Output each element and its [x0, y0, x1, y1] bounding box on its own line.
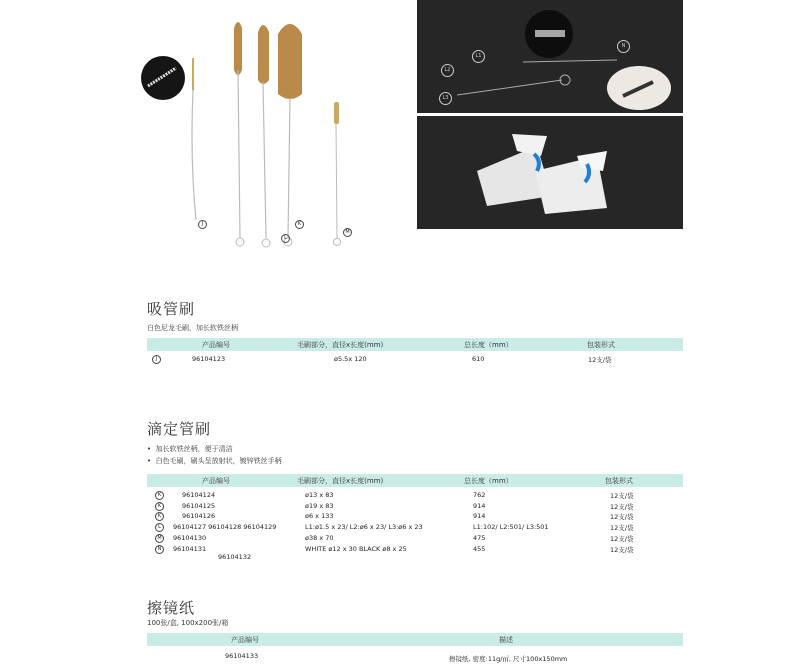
col-code: 产品编号 [202, 341, 230, 349]
row-length: 455 [473, 545, 486, 553]
lens-paper-photo [417, 116, 683, 229]
table-header [147, 474, 683, 487]
row-length: L1:102/ L2:501/ L3:501 [473, 523, 549, 531]
row-pack: 12支/袋 [610, 546, 634, 554]
col-length: 总长度（mm） [464, 477, 513, 485]
row-code: 96104131 [173, 545, 207, 553]
row-marker: N [155, 545, 164, 554]
col-length: 总长度（mm） [464, 341, 513, 349]
bullet-2: • 白色毛刷，刷头呈放射状，镀锌铁丝手柄 [147, 457, 282, 465]
row-code: 96104132 [218, 553, 252, 561]
row-code: 96104124 [182, 491, 216, 499]
table-header [147, 338, 683, 351]
marker-m: M [343, 228, 352, 237]
row-pack: 12支/袋 [610, 524, 634, 532]
row-code: 96104130 [173, 534, 207, 542]
table-row [155, 523, 685, 533]
section-subtitle: 白色尼龙毛刷，加长软铁丝柄 [147, 324, 238, 332]
marker-j: J [198, 220, 207, 229]
row-length: 914 [473, 512, 486, 520]
col-pack: 包装形式 [587, 341, 615, 349]
row-pack: 12支/袋 [610, 535, 634, 543]
row-code: 96104123 [192, 355, 226, 363]
row-dims: WHITE ø12 x 30 BLACK ø8 x 25 [305, 545, 407, 553]
table-row [155, 534, 685, 544]
section-title-pipette-brush: 吸管刷 [147, 300, 196, 318]
marker-k: K [295, 220, 304, 229]
col-code: 产品编号 [231, 636, 259, 644]
table-row [155, 491, 685, 501]
row-code: 96104127 96104128 96104129 [173, 523, 277, 531]
row-marker: M [155, 534, 164, 543]
col-dims: 毛刷部分，直径x长度(mm) [297, 341, 384, 349]
bullet-1: • 加长软铁丝柄，便于清洁 [147, 445, 233, 453]
row-desc: 擦镜纸, 密度:11g/㎡, 尺寸100x150mm [449, 655, 568, 663]
col-pack: 包装形式 [605, 477, 633, 485]
section-subtitle: 100张/盒, 100x200张/箱 [147, 619, 229, 627]
row-pack: 12支/袋 [610, 503, 634, 511]
marker-l3: L3 [439, 92, 452, 105]
row-dims: L1:ø1.5 x 23/ L2:ø6 x 23/ L3:ø6 x 23 [305, 523, 423, 531]
row-pack: 12支/袋 [588, 356, 612, 364]
section-title-lens-paper: 擦镜纸 [147, 599, 196, 617]
table-row [155, 512, 685, 522]
row-code: 96104133 [225, 652, 259, 660]
table-row [147, 652, 683, 662]
section-title-burette-brush: 滴定管刷 [147, 420, 212, 438]
row-length: 762 [473, 491, 486, 499]
table-header [147, 633, 683, 646]
row-dims: ø5.5x 120 [334, 355, 367, 363]
row-marker: J [152, 355, 161, 364]
marker-l2: L2 [441, 64, 454, 77]
table-row [152, 355, 682, 365]
row-dims: ø38 x 70 [305, 534, 334, 542]
row-code: 96104125 [182, 502, 216, 510]
row-marker: K [155, 502, 164, 511]
row-marker: K [155, 512, 164, 521]
row-dims: ø6 x 133 [305, 512, 334, 520]
row-pack: 12支/袋 [610, 492, 634, 500]
row-dims: ø19 x 83 [305, 502, 334, 510]
row-marker: L [155, 523, 164, 532]
row-marker: K [155, 491, 164, 500]
row-code: 96104126 [182, 512, 216, 520]
row-length: 610 [472, 355, 485, 363]
brush-detail-photo [417, 0, 683, 113]
row-length: 914 [473, 502, 486, 510]
table-row [155, 502, 685, 512]
marker-l: L [281, 234, 290, 243]
col-desc: 描述 [499, 636, 513, 644]
col-code: 产品编号 [202, 477, 230, 485]
col-dims: 毛刷部分，直径x长度(mm) [297, 477, 384, 485]
brush-photo [130, 10, 380, 250]
row-dims: ø13 x 83 [305, 491, 334, 499]
row-length: 475 [473, 534, 486, 542]
marker-n: N [617, 40, 630, 53]
row-pack: 12支/袋 [610, 513, 634, 521]
marker-l1: L1 [472, 50, 485, 63]
